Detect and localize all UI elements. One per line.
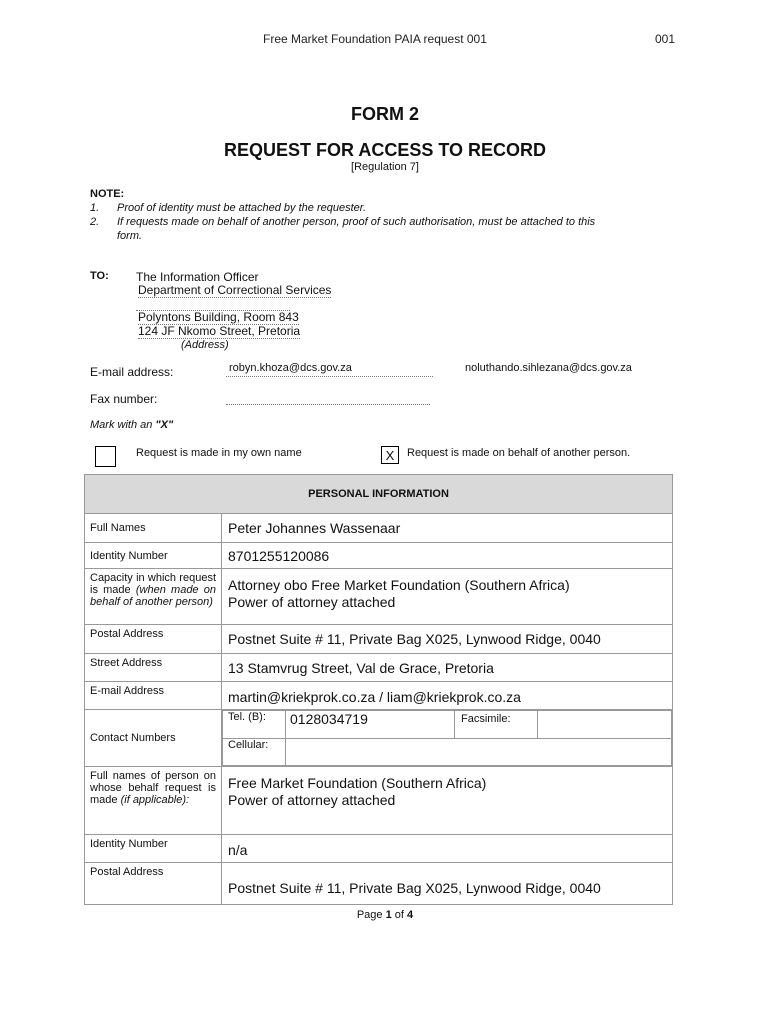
note-item <box>90 216 596 228</box>
footer-prefix: Page <box>356 909 386 921</box>
note-item-text: Proof of identity must be attached by the requester. <box>117 202 367 214</box>
tel-label: Tel. (B): <box>223 711 286 739</box>
to-address-line1-text: Polyntons Building, Room 843 <box>138 310 299 324</box>
behalf-postal-address-field[interactable]: Postnet Suite # 11, Private Bag X025, Lynwood Ridge, 0040 <box>222 863 673 905</box>
to-department <box>138 283 331 297</box>
to-address-line1 <box>138 310 299 324</box>
identity-number-label: Identity Number <box>85 543 222 569</box>
behalf-identity-number-field[interactable]: n/a <box>222 835 673 863</box>
on-behalf-checkbox[interactable]: X <box>381 446 399 464</box>
mark-instruction-prefix: Mark with an <box>90 419 156 431</box>
on-behalf-label: Request is made on behalf of another person. <box>407 447 631 459</box>
page-footer <box>0 909 770 921</box>
footer-of: of <box>391 909 408 921</box>
email-address-field[interactable]: martin@kriekprok.co.za / liam@kriekprok.co.za <box>222 682 673 710</box>
behalf-postal-address-label: Postal Address <box>85 863 222 905</box>
to-address-line2-text: 124 JF Nkomo Street, Pretoria <box>138 324 301 338</box>
form-regulation: [Regulation 7] <box>351 161 419 173</box>
personal-information-table <box>84 474 673 905</box>
contact-numbers-label: Contact Numbers <box>85 710 222 767</box>
facsimile-label: Facsimile: <box>455 711 538 739</box>
note-item-continuation: form. <box>117 230 143 242</box>
note-item-text: If requests made on behalf of another person, proof of such authorisation, must be attached to this <box>117 216 596 228</box>
capacity-line-1: Attorney obo Free Market Foundation (Southern Africa) <box>228 577 570 593</box>
capacity-label-note: (when made on behalf of another person) <box>90 584 216 608</box>
street-address-label: Street Address <box>85 654 222 682</box>
email-address-label: E-mail Address <box>85 682 222 710</box>
note-heading: NOTE: <box>90 188 125 200</box>
document-header-title: Free Market Foundation PAIA request 001 <box>263 32 487 46</box>
email-label: E-mail address: <box>90 365 174 379</box>
note-item-number: 1. <box>90 202 100 214</box>
capacity-line-2: Power of attorney attached <box>228 594 396 610</box>
note-item-number: 2. <box>90 216 100 228</box>
to-recipient-title: The Information Officer <box>136 270 259 284</box>
capacity-label <box>85 569 222 625</box>
contact-numbers-subtable <box>222 710 672 766</box>
email-field-2[interactable]: noluthando.sihlezana@dcs.gov.za <box>465 362 632 374</box>
own-name-checkbox[interactable] <box>95 446 116 467</box>
full-names-field[interactable]: Peter Johannes Wassenaar <box>222 514 673 543</box>
street-address-field[interactable]: 13 Stamvrug Street, Val de Grace, Pretoria <box>222 654 673 682</box>
to-label: TO: <box>90 270 109 282</box>
own-name-label: Request is made in my own name <box>136 447 302 459</box>
behalf-person-label-note: (if applicable): <box>120 794 190 806</box>
behalf-person-field[interactable] <box>222 767 673 835</box>
table-row <box>85 654 673 682</box>
table-row <box>85 514 673 543</box>
fax-field[interactable] <box>226 390 430 405</box>
postal-address-field[interactable]: Postnet Suite # 11, Private Bag X025, Lynwood Ridge, 0040 <box>222 625 673 654</box>
behalf-identity-number-label: Identity Number <box>85 835 222 863</box>
identity-number-field[interactable]: 8701255120086 <box>222 543 673 569</box>
table-row <box>85 625 673 654</box>
facsimile-field[interactable] <box>538 711 672 739</box>
behalf-person-label <box>85 767 222 835</box>
behalf-person-line-1: Free Market Foundation (Southern Africa) <box>228 775 487 791</box>
form-subtitle: REQUEST FOR ACCESS TO RECORD <box>223 140 547 160</box>
behalf-person-label-text: Full names of person on whose behalf request is made <box>90 770 216 806</box>
cellular-label: Cellular: <box>223 739 286 766</box>
table-row <box>85 710 673 767</box>
document-header-number: 001 <box>655 32 676 46</box>
postal-address-label: Postal Address <box>85 625 222 654</box>
table-row <box>85 682 673 710</box>
table-row <box>85 569 673 625</box>
email-field-1[interactable]: robyn.khoza@dcs.gov.za <box>226 362 433 377</box>
table-row <box>85 835 673 863</box>
address-caption: (Address) <box>181 339 229 351</box>
fax-label: Fax number: <box>90 392 158 406</box>
table-row <box>85 543 673 569</box>
mark-instruction <box>90 419 173 431</box>
tel-field[interactable]: 0128034719 <box>286 711 455 739</box>
personal-information-heading: PERSONAL INFORMATION <box>85 475 673 514</box>
footer-current-page: 1 <box>385 909 392 921</box>
form-title: FORM 2 <box>350 104 419 124</box>
behalf-person-line-2: Power of attorney attached <box>228 792 396 808</box>
to-blank-line <box>136 296 290 311</box>
note-item <box>90 202 367 214</box>
table-row <box>85 863 673 905</box>
capacity-field[interactable] <box>222 569 673 625</box>
cellular-field[interactable] <box>286 739 672 766</box>
to-address-line2 <box>138 324 300 338</box>
footer-total-pages: 4 <box>407 909 414 921</box>
capacity-label-text: Capacity in which request is made <box>90 572 216 596</box>
mark-instruction-x: "X" <box>155 419 174 431</box>
full-names-label: Full Names <box>85 514 222 543</box>
to-department-text: Department of Correctional Services <box>138 283 332 297</box>
contact-numbers-cell <box>222 710 673 767</box>
table-row <box>85 767 673 835</box>
